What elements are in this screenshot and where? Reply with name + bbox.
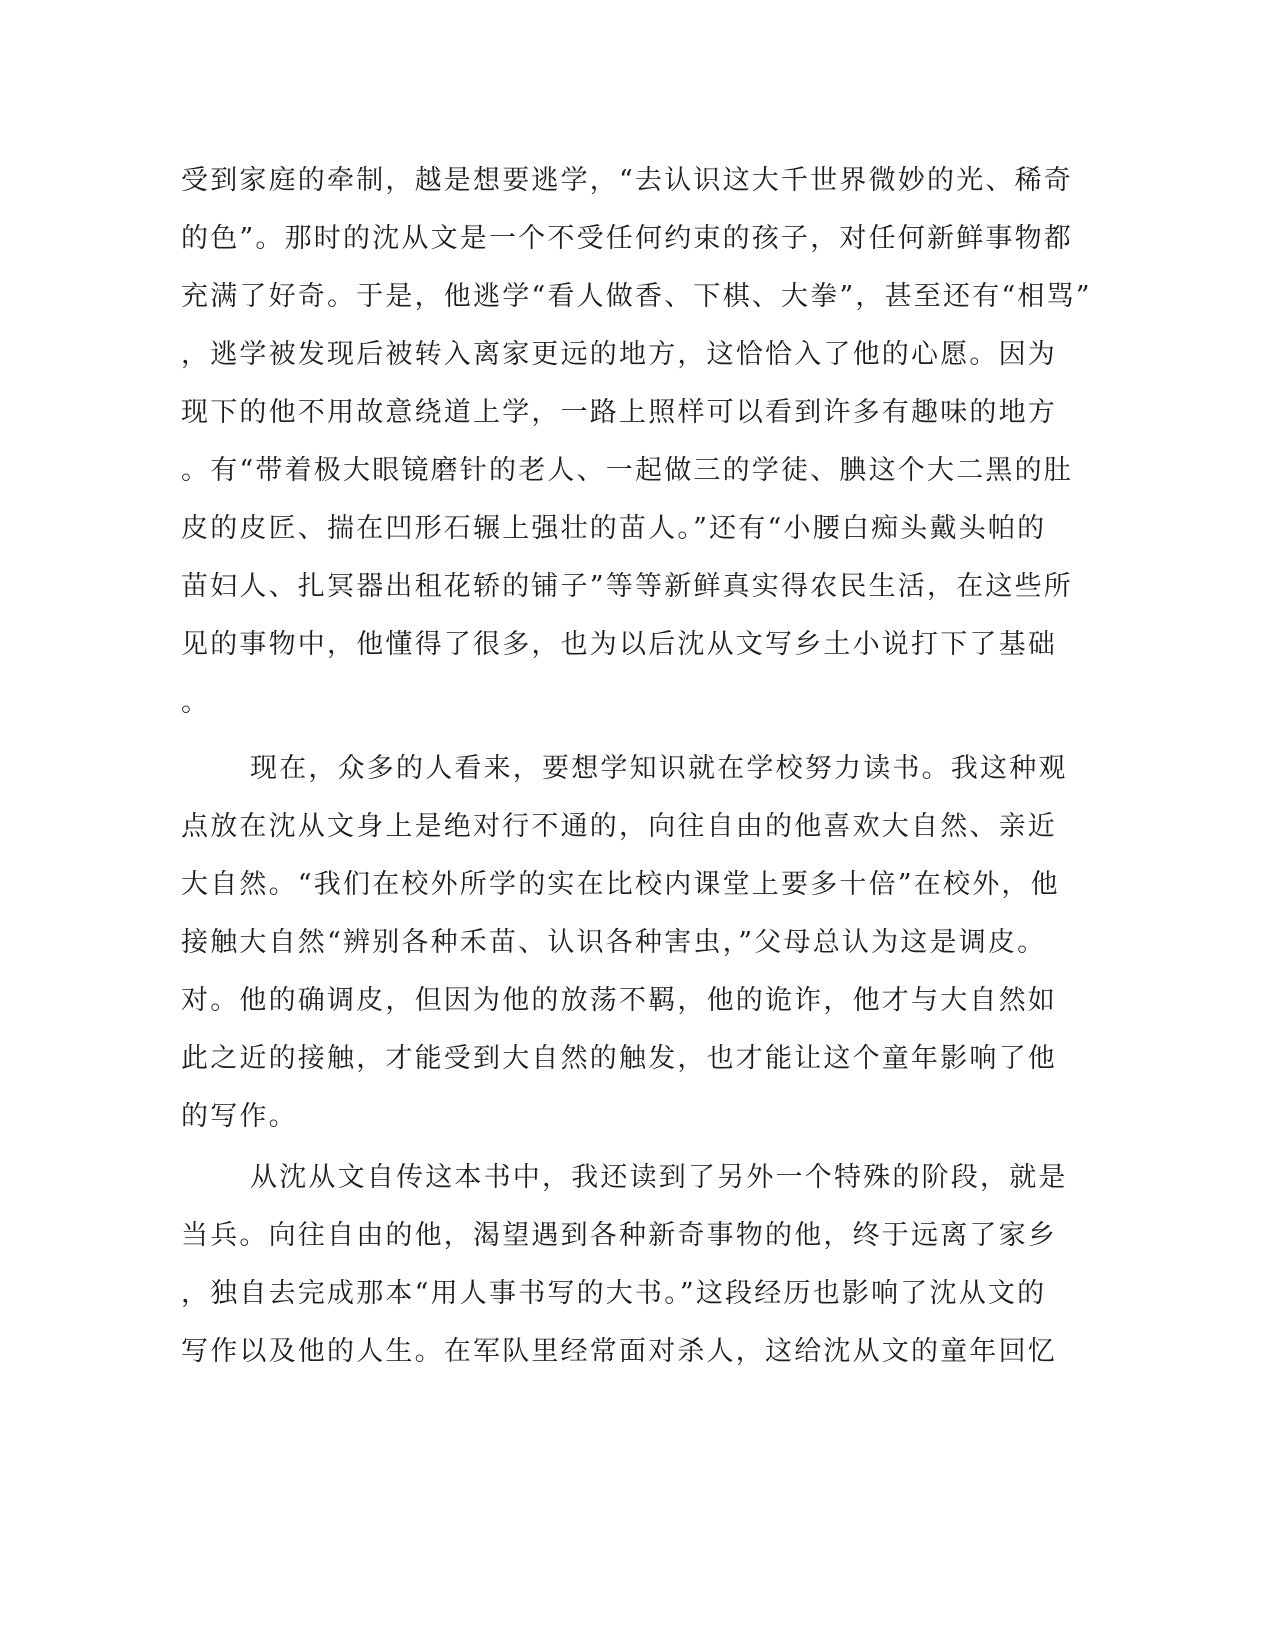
paragraph-line: 写作以及他的人生。在军队里经常面对杀人，这给沈从文的童年回忆 xyxy=(181,1336,1057,1367)
paragraph-line: 。有“带着极大眼镜磨针的老人、一起做三的学徒、腆这个大二黑的肚 xyxy=(181,455,1074,486)
paragraph-line: 皮的皮匠、揣在凹形石辗上强壮的苗人。”还有“小腰白痴头戴头帕的 xyxy=(181,513,1047,544)
paragraph-line: 见的事物中，他懂得了很多，也为以后沈从文写乡土小说打下了基础 xyxy=(181,629,1057,660)
paragraph-line: 大自然。“我们在校外所学的实在比校内课堂上要多十倍”在校外，他 xyxy=(181,869,1060,900)
paragraph-line: 对。他的确调皮，但因为他的放荡不羁，他的诡诈，他才与大自然如 xyxy=(181,985,1057,1016)
paragraph-line: 现在，众多的人看来，要想学知识就在学校努力读书。我这种观 xyxy=(250,753,1068,784)
paragraph-line: 充满了好奇。于是，他逃学“看人做香、下棋、大拳”，甚至还有“相骂” xyxy=(181,281,1092,312)
paragraph-line: 现下的他不用故意绕道上学，一路上照样可以看到许多有趣味的地方 xyxy=(181,397,1057,428)
paragraph-line: 的写作。 xyxy=(181,1101,298,1132)
paragraph-line: 从沈从文自传这本书中，我还读到了另外一个特殊的阶段，就是 xyxy=(250,1162,1068,1193)
paragraph-line: 。 xyxy=(181,687,211,718)
paragraph-line: ，独自去完成那本“用人事书写的大书。”这段经历也影响了沈从文的 xyxy=(181,1278,1047,1309)
paragraph-line: 的色”。那时的沈从文是一个不受任何约束的孩子，对任何新鲜事物都 xyxy=(181,223,1074,254)
paragraph-line: 接触大自然“辨别各种禾苗、认识各种害虫，”父母总认为这是调皮。 xyxy=(181,927,1047,958)
paragraph-line: ，逃学被发现后被转入离家更远的地方，这恰恰入了他的心愿。因为 xyxy=(181,339,1057,370)
paragraph-line: 此之近的接触，才能受到大自然的触发，也才能让这个童年影响了他 xyxy=(181,1043,1057,1074)
paragraph-line: 受到家庭的牵制，越是想要逃学，“去认识这大千世界微妙的光、稀奇 xyxy=(181,165,1074,196)
paragraph-line: 苗妇人、扎冥器出租花轿的铺子”等等新鲜真实得农民生活，在这些所 xyxy=(181,571,1074,602)
paragraph-line: 点放在沈从文身上是绝对行不通的，向往自由的他喜欢大自然、亲近 xyxy=(181,811,1057,842)
paragraph-line: 当兵。向往自由的他，渴望遇到各种新奇事物的他，终于远离了家乡 xyxy=(181,1220,1057,1251)
